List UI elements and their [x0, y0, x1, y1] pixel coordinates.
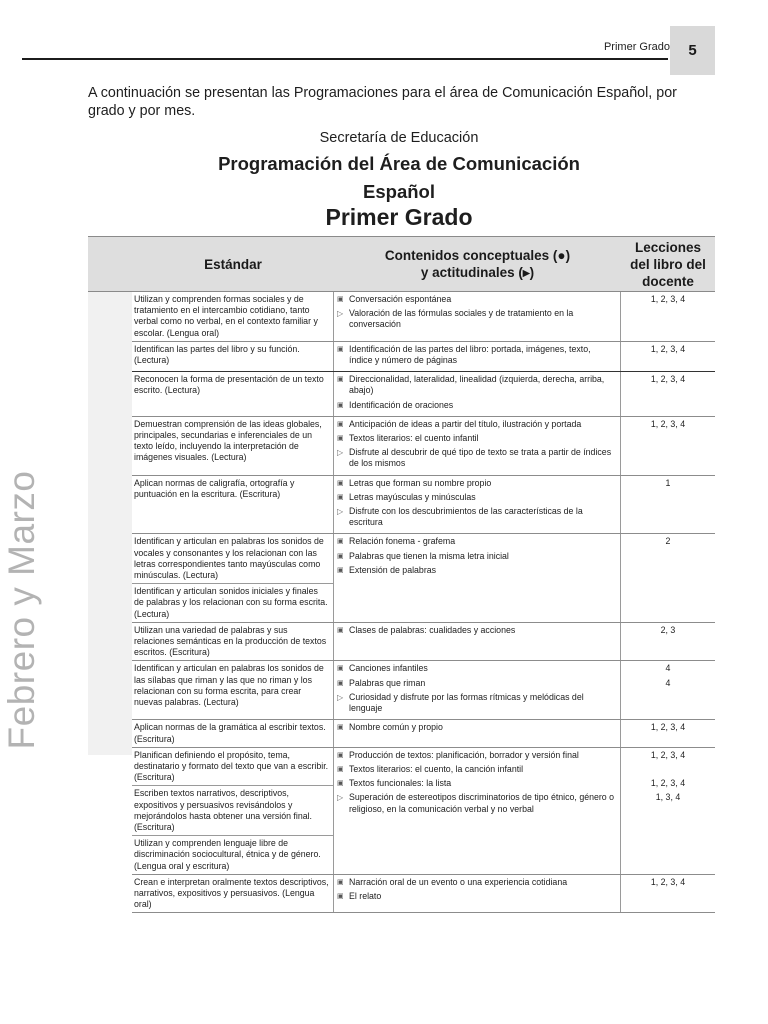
header-rule: [22, 58, 668, 60]
content-item: [337, 764, 616, 775]
content-cell: [334, 748, 621, 874]
lesson-numbers: 4: [665, 663, 671, 674]
content-text: Disfrute con los descubrimientos de las características de la escritura: [349, 506, 583, 528]
content-text: Canciones infantiles: [349, 663, 428, 674]
standard-cell: [132, 372, 334, 416]
standard-cell: [132, 623, 334, 661]
standard-text: Demuestran comprensión de las ideas globales, principales, secundarias e inferenciales de un texto leído, incluyendo la interpretación de imágenes visuales. (Lectura): [134, 418, 322, 463]
content-text: Curiosidad y disfrute por las formas rítmicas y melódicas del lenguaje: [349, 691, 584, 714]
content-item: [337, 308, 616, 330]
conceptual-book-icon: ▣: [337, 765, 344, 773]
content-cell: [334, 623, 621, 661]
table-rows: [132, 292, 715, 913]
lesson-numbers: 1, 2, 3, 4: [650, 343, 686, 354]
lessons-cell: [621, 372, 715, 416]
lesson-numbers: 1: [665, 477, 671, 488]
table-row: [132, 292, 715, 342]
grade-heading: Primer Grado: [325, 204, 473, 230]
table-body: [88, 292, 715, 913]
conceptual-book-icon: ▣: [337, 479, 344, 487]
attitudinal-arrow-icon: ▷: [337, 309, 344, 319]
content-item: [337, 536, 616, 547]
programacion-table: [88, 236, 715, 913]
conceptual-book-icon: ▣: [337, 724, 344, 732]
content-text: Producción de textos: planificación, borrador y versión final: [349, 749, 579, 760]
standard-text: Identifican y articulan sonidos iniciales y finales de palabras y los relacionan con su forma escrita. (Lectura): [132, 583, 333, 622]
lesson-numbers: 1, 2, 3, 4: [650, 777, 686, 788]
conceptual-book-icon: ▣: [337, 435, 344, 443]
month-label: Febrero y Marzo: [1, 470, 42, 750]
conceptual-book-icon: ▣: [337, 665, 344, 673]
attitudinal-arrow-icon: ▷: [337, 692, 344, 702]
content-item: [337, 447, 616, 469]
lessons-cell: [621, 720, 715, 746]
conceptual-book-icon: ▣: [337, 493, 344, 501]
attitudinal-arrow-icon: ▷: [337, 448, 344, 458]
programacion-heading: [88, 150, 710, 206]
content-text: Identificación de las partes del libro: portada, imágenes, texto, índice y número de páginas: [349, 343, 591, 366]
conceptual-book-icon: ▣: [337, 780, 344, 788]
lessons-cell: [621, 476, 715, 534]
content-item: [337, 663, 616, 674]
table-row: [132, 417, 715, 476]
standard-text: Planifican definiendo el propósito, tema, destinatario y formato del texto que van a escribir. (Escritura): [134, 749, 329, 783]
standard-text: Identifican las partes del libro y su función. (Lectura): [134, 343, 300, 366]
content-cell: [334, 875, 621, 913]
lesson-numbers: 1, 2, 3, 4: [650, 876, 686, 887]
lessons-cell: [621, 292, 715, 341]
table-row: [132, 875, 715, 914]
standard-cell: [132, 292, 334, 341]
table-row: [132, 623, 715, 662]
table-row: [132, 534, 715, 622]
content-item: [337, 877, 616, 888]
standard-cell: [132, 342, 334, 371]
conceptual-book-icon: ▣: [337, 566, 344, 574]
content-text: Conversación espontánea: [349, 294, 452, 304]
conceptual-book-icon: ▣: [337, 296, 344, 303]
conceptual-book-icon: ▣: [337, 878, 344, 886]
header-month-cell: [88, 237, 132, 291]
lessons-cell: [621, 748, 715, 874]
page-number-tab: [670, 26, 715, 75]
content-cell: [334, 720, 621, 746]
content-item: [337, 565, 616, 576]
content-item: [337, 678, 616, 689]
content-item: [337, 722, 616, 733]
header-contenidos-line-1: Contenidos conceptuales (●): [384, 248, 571, 263]
content-cell: [334, 534, 621, 621]
standard-cell: [132, 661, 334, 719]
content-item: [337, 492, 616, 503]
attitudinal-arrow-icon: ▷: [337, 507, 344, 517]
lessons-cell: [621, 342, 715, 371]
table-row: [132, 748, 715, 875]
programacion-line-2: Español: [363, 181, 435, 202]
content-text: Palabras que riman: [349, 677, 426, 688]
content-item: [337, 506, 616, 528]
month-column: [88, 292, 132, 913]
standard-text: Crean e interpretan oralmente textos descriptivos, narrativos, expositivos y persuasivos. (Lengua oral): [134, 876, 329, 910]
lesson-numbers: 4: [665, 677, 671, 688]
header-contenidos: [334, 237, 621, 291]
content-text: Narración oral de un evento o una experiencia cotidiana: [349, 876, 568, 887]
standard-text: Reconocen la forma de presentación de un texto escrito. (Lectura): [134, 374, 324, 396]
content-cell: [334, 342, 621, 371]
page-number: 5: [688, 42, 697, 59]
content-item: [337, 551, 616, 562]
content-text: Extensión de palabras: [349, 564, 437, 575]
standard-cell: [132, 476, 334, 534]
content-cell: [334, 372, 621, 416]
header-lecciones-line-2: del libro del: [630, 256, 706, 272]
attitudinal-arrow-icon: ▷: [337, 793, 344, 803]
header-lecciones-line-1: Lecciones: [634, 239, 701, 255]
lessons-cell: [621, 534, 715, 621]
lesson-numbers: 1, 2, 3, 4: [650, 418, 686, 429]
conceptual-book-icon: ▣: [337, 552, 344, 560]
lessons-cell: [621, 661, 715, 719]
content-text: Letras mayúsculas y minúsculas: [349, 491, 476, 502]
content-item: [337, 374, 616, 396]
lesson-numbers: 2, 3: [660, 624, 676, 635]
header-lecciones-line-3: docente: [642, 273, 694, 289]
content-item: [337, 419, 616, 430]
standard-text: Aplican normas de la gramática al escribir textos. (Escritura): [134, 722, 326, 744]
header-lecciones: [621, 237, 715, 291]
content-text: Superación de estereotipos discriminatorios de tipo étnico, género o religioso, en la comunicación verbal y no verbal: [349, 792, 615, 814]
conceptual-book-icon: ▣: [337, 538, 344, 546]
conceptual-book-icon: ▣: [337, 626, 344, 634]
content-text: Palabras que tienen la misma letra inicial: [349, 550, 509, 561]
lesson-numbers: 1, 3, 4: [655, 792, 681, 803]
lessons-cell: [621, 875, 715, 913]
conceptual-book-icon: ▣: [337, 751, 344, 759]
lesson-numbers: 1, 2, 3, 4: [650, 749, 686, 760]
standard-cell: [132, 417, 334, 475]
content-text: Identificación de oraciones: [349, 399, 454, 410]
conceptual-book-icon: ▣: [337, 401, 344, 409]
standard-text: Utilizan una variedad de palabras y sus relaciones semánticas en la producción de textos escritos. (Escritura): [134, 624, 327, 658]
content-text: Nombre común y propio: [349, 722, 443, 733]
content-text: Clases de palabras: cualidades y acciones: [349, 624, 516, 635]
standard-text: Identifican y articulan en palabras los sonidos de las sílabas que riman y las que no riman y los relacionan con su forma escrita, para crear nuevas palabras. (Lectura): [134, 663, 324, 708]
conceptual-book-icon: ▣: [337, 420, 344, 428]
content-item: [337, 400, 616, 411]
lessons-cell: [621, 417, 715, 475]
lesson-numbers: 1, 2, 3, 4: [650, 374, 686, 385]
secretaria-heading: Secretaría de Educación: [319, 130, 479, 146]
content-cell: [334, 292, 621, 341]
table-row: [132, 476, 715, 535]
content-item: [337, 750, 616, 761]
content-cell: [334, 661, 621, 719]
standard-text: Aplican normas de caligrafía, ortografía y puntuación en la escritura. (Escritura): [134, 477, 295, 499]
table-row: [132, 720, 715, 747]
content-item: [337, 344, 616, 366]
content-item: [337, 891, 616, 902]
content-item: [337, 625, 616, 636]
table-row: [132, 661, 715, 720]
table-row: [132, 372, 715, 417]
content-text: Anticipación de ideas a partir del título, ilustración y portada: [349, 418, 582, 429]
content-text: Valoración de las fórmulas sociales y de tratamiento en la conversación: [349, 308, 574, 330]
running-head: Primer Grado: [603, 41, 670, 53]
content-cell: [334, 476, 621, 534]
month-side-panel: [88, 292, 132, 755]
lesson-numbers: 1, 2, 3, 4: [650, 722, 686, 733]
standard-text: Utilizan y comprenden lenguaje libre de discriminación sociocultural, étnica y de género. (Lengua oral y escritura): [132, 835, 333, 874]
content-item: [337, 294, 616, 305]
conceptual-book-icon: ▣: [337, 892, 344, 900]
programacion-line-1: Programación del Área de Comunicación: [218, 153, 580, 174]
standard-cell: [132, 534, 334, 621]
standard-cell: [132, 720, 334, 746]
table-header: [88, 236, 715, 292]
content-text: Textos literarios: el cuento, la canción infantil: [349, 763, 524, 774]
lesson-numbers: [621, 764, 715, 775]
lesson-numbers: 1, 2, 3, 4: [650, 294, 686, 304]
content-text: Relación fonema - grafema: [349, 536, 456, 547]
conceptual-book-icon: ▣: [337, 345, 344, 353]
standard-cell: [132, 748, 334, 874]
table-row: [132, 342, 715, 372]
content-cell: [334, 417, 621, 475]
header-estandar: Estándar: [204, 256, 262, 272]
content-text: Textos funcionales: la lista: [349, 778, 452, 789]
content-item: [337, 778, 616, 789]
content-item: [337, 792, 616, 814]
standard-text: Utilizan y comprenden formas sociales y de tratamiento en el intercambio cotidiano, tanto verbal como no verbal, en el contexto familiar y escolar. (Lengua oral): [134, 294, 318, 338]
conceptual-book-icon: ▣: [337, 679, 344, 687]
standard-text: Identifican y articulan en palabras los sonidos de vocales y consonantes y los relacionan con las letras correspondientes tanto mayúsculas como minúsculas. (Lectura): [134, 536, 324, 581]
content-item: [337, 478, 616, 489]
intro-paragraph: A continuación se presentan las Programaciones para el área de Comunicación Español, por grado y por mes.: [88, 85, 677, 119]
content-text: Disfrute al descubrir de qué tipo de texto se trata a partir de índices de los mismos: [349, 447, 612, 469]
standard-text: Escriben textos narrativos, descriptivos, expositivos y persuasivos revisándolos y mejorándolos hasta obtener una versión final. (Escritura): [132, 785, 333, 835]
conceptual-book-icon: ▣: [337, 376, 344, 384]
content-text: Letras que forman su nombre propio: [349, 477, 492, 488]
standard-cell: [132, 875, 334, 913]
lesson-numbers: 2: [665, 536, 671, 547]
content-text: Textos literarios: el cuento infantil: [349, 433, 479, 444]
content-item: [337, 692, 616, 714]
content-text: Direccionalidad, lateralidad, linealidad (izquierda, derecha, arriba, abajo): [349, 374, 605, 396]
content-item: [337, 433, 616, 444]
header-contenidos-line-2: y actitudinales (▸): [420, 265, 535, 280]
content-text: El relato: [349, 890, 382, 901]
lessons-cell: [621, 623, 715, 661]
